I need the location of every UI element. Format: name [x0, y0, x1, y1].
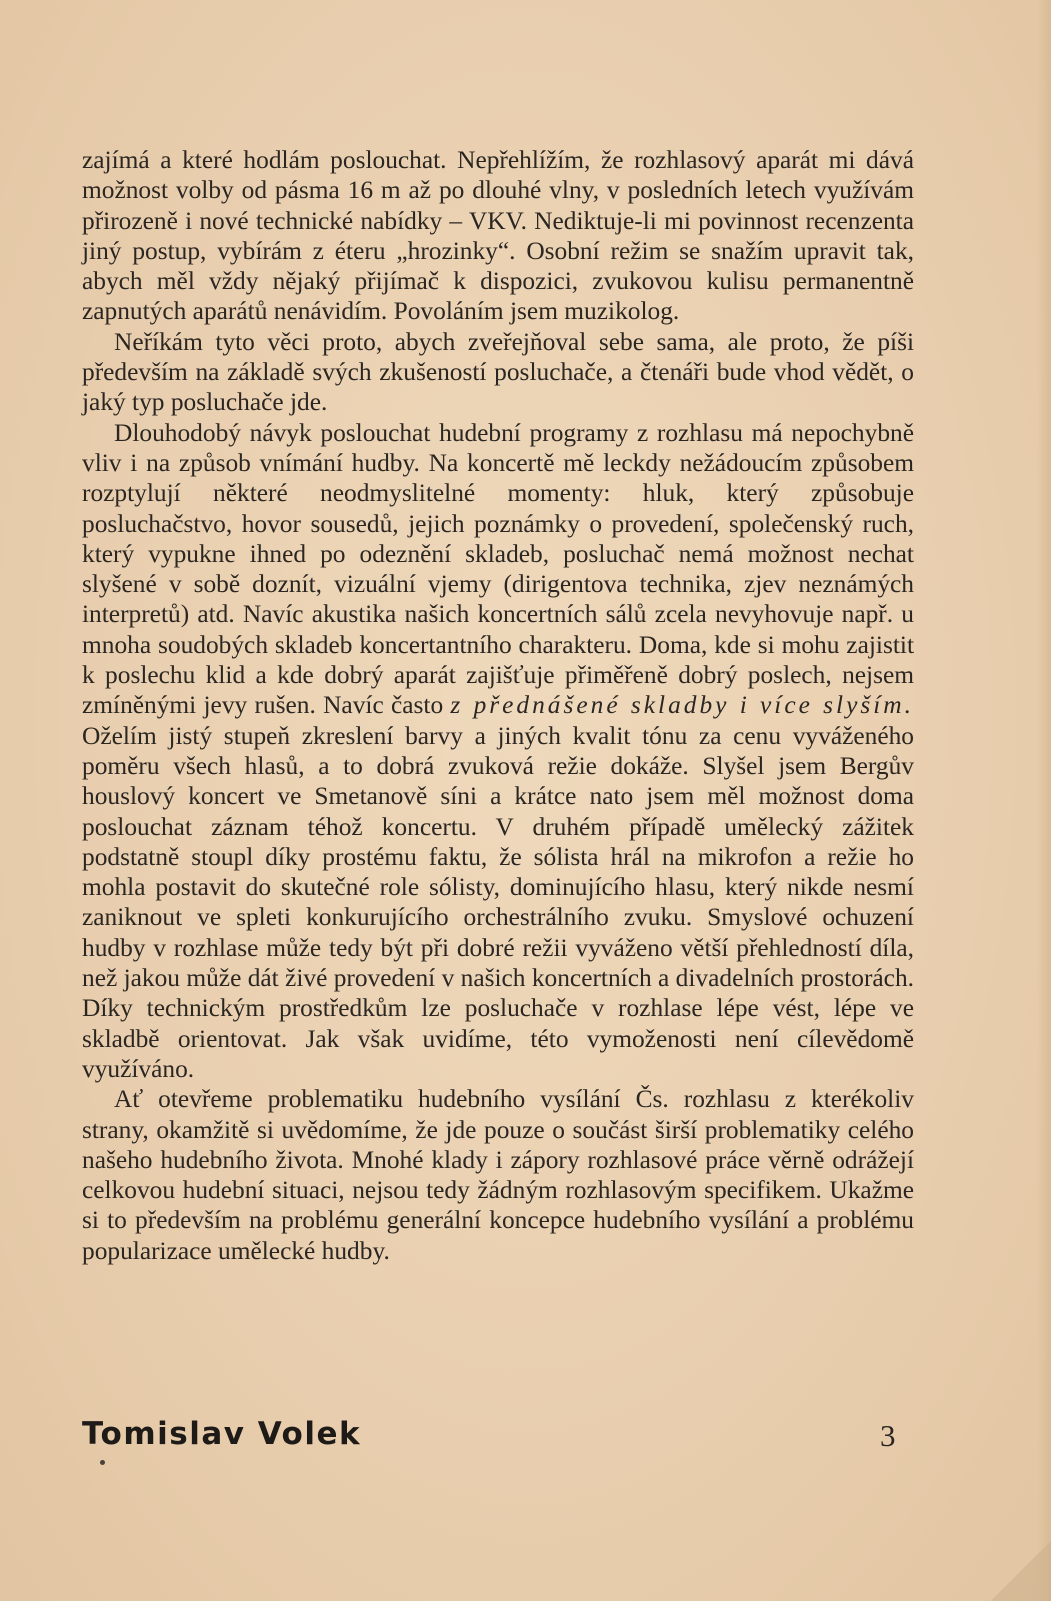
ink-dot-mark	[100, 1460, 105, 1465]
paragraph-3-part-b: Oželím jistý stupeň zkreslení barvy a jiných kvalit tónu za cenu vyváženého poměru všech hlasů, a to dobrá zvuková režie dokáže. Slyšel jsem Bergův houslový koncert ve Smetanově síni a krátce nato jsem měl možnost doma poslouchat záznam téhož koncertu. V druhém případě umělecký zážitek podstatně stoupl díky prostému faktu, že sólista hrál na mikrofon a režie ho mohla postavit do skutečné role sólisty, dominujícího hlasu, který nikde nesmí zaniknout ve spleti konkurujícího orchestrálního zvuku. Smyslové ochuzení hudby v rozhlase může tedy být při dobré režii vyváženo větší přehledností díla, než jakou může dát živé provedení v našich koncertních a divadelních prostorách. Díky technickým prostředkům lze posluchače v rozhlase lépe vést, lépe ve skladbě orientovat. Jak však uvidíme, této vymoženosti není cílevědomě využíváno.	[82, 721, 914, 1083]
paragraph-3	[82, 418, 914, 1085]
page-edge-shadow	[1037, 0, 1051, 1601]
paragraph-4: Ať otevřeme problematiku hudebního vysílání Čs. rozhlasu z kterékoliv strany, okamžitě si uvědomíme, že jde pouze o součást širší problematiky celého našeho hudebního života. Mnohé klady i zápory rozhlasové práce věrně odrážejí celkovou hudební situaci, nejsou tedy žádným rozhlasovým specifikem. Ukažme si to především na problému generální koncepce hudebního vysílání a problému popularizace umělecké hudby.	[82, 1085, 914, 1265]
page-number: 3	[880, 1418, 896, 1453]
paragraph-1: zajímá a které hodlám poslouchat. Nepřehlížím, že rozhlasový aparát mi dává možnost volby od pásma 16 m až po dlouhé vlny, v posledních letech využívám přirozeně i nové technické nabídky – VKV. Nediktuje-li mi povinnost recenzenta jiný postup, vybírám z éteru „hrozinky“. Osobní režim se snažím upravit tak, abych měl vždy nějaký přijímač k dispozici, zvukovou kulisu permanentně zapnutých aparátů nenávidím. Povoláním jsem muzikolog.	[82, 146, 914, 326]
paragraph-3-emphasis: z přednášené skladby i více slyším.	[450, 691, 914, 720]
body-text	[82, 145, 914, 1266]
corner-wear-mark	[991, 1541, 1051, 1601]
author-name: Tomislav Volek	[82, 1416, 362, 1452]
paragraph-2: Neříkám tyto věci proto, abych zveřejňoval sebe sama, ale proto, že píši především na základě svých zkušeností posluchače, a čtenáři bude vhod vědět, o jaký typ posluchače jde.	[82, 327, 914, 417]
paragraph-3-part-a: Dlouhodobý návyk poslouchat hudební programy z rozhlasu má nepochybně vliv i na způsob vnímání hudby. Na koncertě mě leckdy nežádoucím způsobem rozptylují některé neodmyslitelné momenty: hluk, který způsobuje posluchačstvo, hovor sousedů, jejich poznámky o provedení, společenský ruch, který vypukne ihned po odeznění skladeb, posluchač nemá možnost nechat slyšené v sobě doznít, vizuální vjemy (dirigentova technika, zjev neznámých interpretů) atd. Navíc akustika našich koncertních sálů zcela nevyhovuje např. u mnoha soudobých skladeb koncertantního charakteru. Doma, kde si mohu zajistit k poslechu klid a kde dobrý aparát zajišťuje přiměřeně dobrý poslech, nejsem zmíněnými jevy rušen. Navíc často	[82, 418, 914, 720]
